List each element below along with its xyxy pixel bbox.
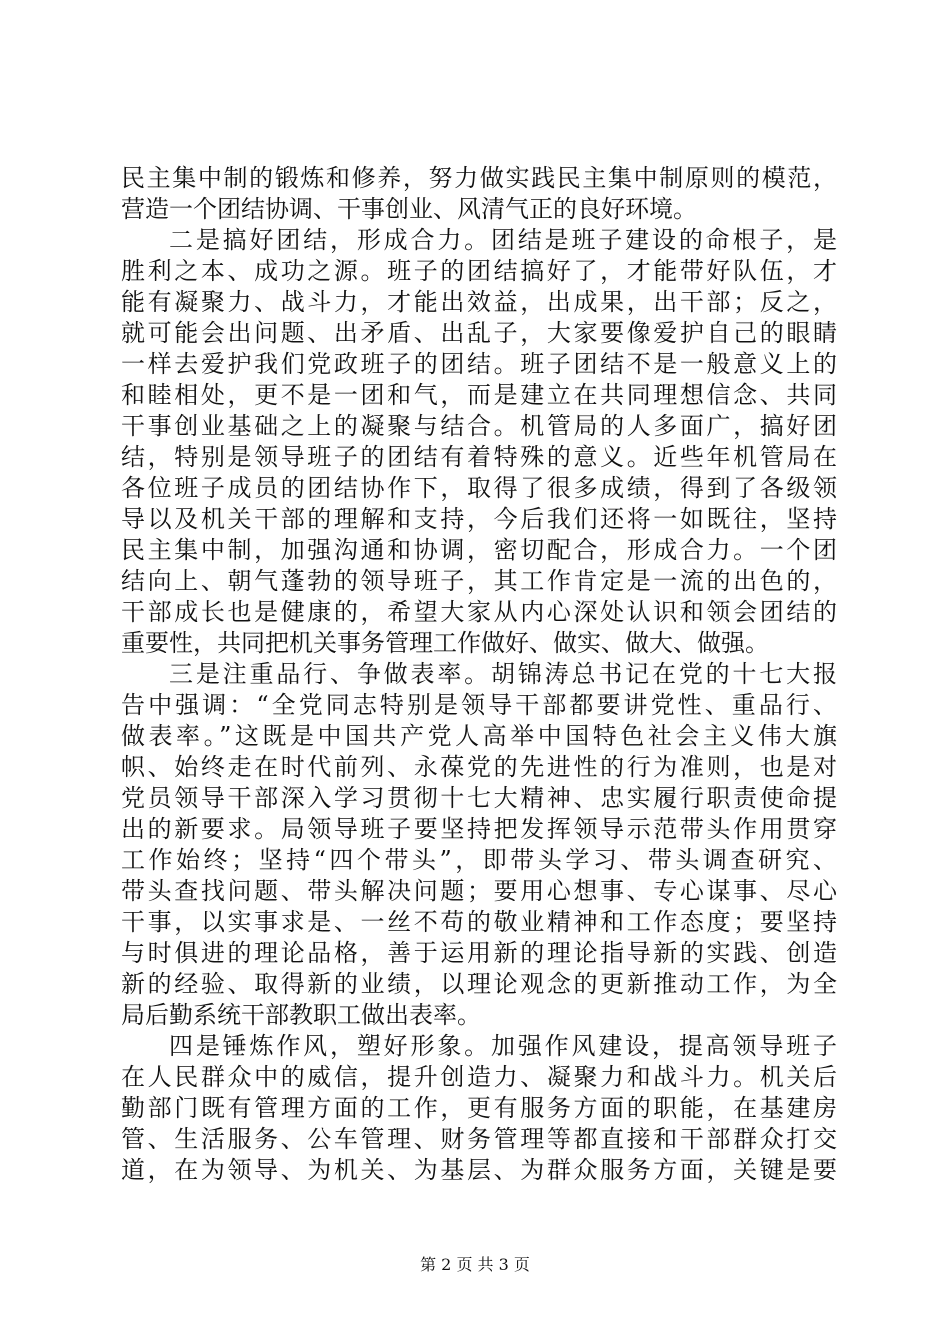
text-line: 和睦相处，更不是一团和气，而是建立在共同理想信念、共同 bbox=[121, 381, 837, 409]
text-line: 导以及机关干部的理解和支持，今后我们还将一如既往，坚持 bbox=[121, 505, 837, 533]
text-line: 三是注重品行、争做表率。胡锦涛总书记在党的十七大报 bbox=[169, 660, 837, 688]
text-line: 各位班子成员的团结协作下，取得了很多成绩，得到了各级领 bbox=[121, 474, 837, 502]
body-text bbox=[121, 163, 837, 1186]
text-line: 能有凝聚力、战斗力，才能出效益，出成果，出干部；反之， bbox=[121, 288, 837, 316]
text-line: 与时俱进的理论品格，善于运用新的理论指导新的实践、创造 bbox=[121, 939, 837, 967]
text-line: 民主集中制的锻炼和修养，努力做实践民主集中制原则的模范， bbox=[121, 164, 837, 192]
text-line: 营造一个团结协调、干事创业、风清气正的良好环境。 bbox=[121, 195, 697, 223]
text-line: 重要性，共同把机关事务管理工作做好、做实、做大、做强。 bbox=[121, 629, 769, 657]
text-line: 干事，以实事求是、一丝不苟的敬业精神和工作态度；要坚持 bbox=[121, 908, 837, 936]
text-line: 党员领导干部深入学习贯彻十七大精神、忠实履行职责使命提 bbox=[121, 784, 837, 812]
text-line: 局后勤系统干部教职工做出表率。 bbox=[121, 1001, 481, 1029]
text-line: 出的新要求。局领导班子要坚持把发挥领导示范带头作用贯穿 bbox=[121, 815, 837, 843]
text-line: 二是搞好团结，形成合力。团结是班子建设的命根子，是 bbox=[169, 226, 837, 254]
text-line: 在人民群众中的威信，提升创造力、凝聚力和战斗力。机关后 bbox=[121, 1063, 837, 1091]
text-line: 新的经验、取得新的业绩，以理论观念的更新推动工作，为全 bbox=[121, 970, 837, 998]
text-line: 胜利之本、成功之源。班子的团结搞好了，才能带好队伍，才 bbox=[121, 257, 837, 285]
text-line: 管、生活服务、公车管理、财务管理等都直接和干部群众打交 bbox=[121, 1125, 837, 1153]
text-line: 结向上、朝气蓬勃的领导班子，其工作肯定是一流的出色的， bbox=[121, 567, 837, 595]
text-line: 帜、始终走在时代前列、永葆党的先进性的行为准则，也是对 bbox=[121, 753, 837, 781]
text-line: 就可能会出问题、出矛盾、出乱子，大家要像爱护自己的眼睛 bbox=[121, 319, 837, 347]
text-line: 一样去爱护我们党政班子的团结。班子团结不是一般意义上的 bbox=[121, 350, 837, 378]
text-line: 道，在为领导、为机关、为基层、为群众服务方面，关键是要 bbox=[121, 1156, 837, 1184]
text-line: 做表率。”这既是中国共产党人高举中国特色社会主义伟大旗 bbox=[121, 722, 837, 750]
text-line: 民主集中制，加强沟通和协调，密切配合，形成合力。一个团 bbox=[121, 536, 837, 564]
text-line: 四是锤炼作风，塑好形象。加强作风建设，提高领导班子 bbox=[169, 1032, 837, 1060]
text-line: 带头查找问题、带头解决问题；要用心想事、专心谋事、尽心 bbox=[121, 877, 837, 905]
text-line: 工作始终；坚持“四个带头”，即带头学习、带头调查研究、 bbox=[121, 846, 837, 874]
text-line: 干部成长也是健康的，希望大家从内心深处认识和领会团结的 bbox=[121, 598, 837, 626]
text-line: 勤部门既有管理方面的工作，更有服务方面的职能，在基建房 bbox=[121, 1094, 837, 1122]
text-line: 干事创业基础之上的凝聚与结合。机管局的人多面广，搞好团 bbox=[121, 412, 837, 440]
text-line: 告中强调：“全党同志特别是领导干部都要讲党性、重品行、 bbox=[121, 691, 837, 719]
text-line: 结，特别是领导班子的团结有着特殊的意义。近些年机管局在 bbox=[121, 443, 837, 471]
page-footer: 第 2 页 共 3 页 bbox=[420, 1255, 530, 1274]
